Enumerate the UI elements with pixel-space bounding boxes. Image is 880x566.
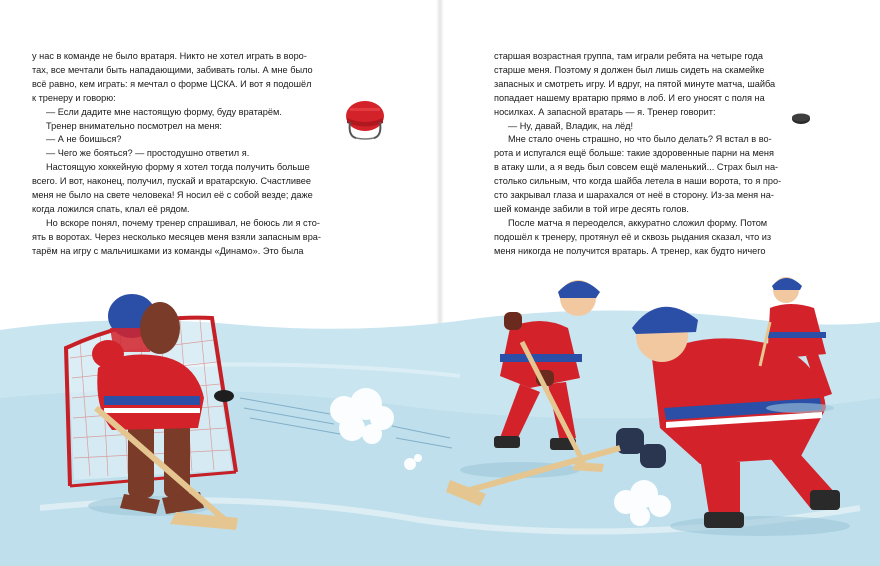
- paragraph: старшая возрастная группа, там играли ребята на четыре года старше меня. Поэтому я должен был лишь сидеть на скамейке запасных и смотреть игру. И вдруг, на пятой минуте матча, шайба попадает нашему вратарю прямо в лоб. И его уносят с поля на носилках. А запасной вратарь — я. Тренер говорит:: [494, 51, 776, 117]
- paragraph: После матча я переоделся, аккуратно сложил форму. Потом подошёл к тренеру, протянул её и сквозь рыдания сказал, что из меня никогда не получится вратарь. А тренер, как будто ничего: [494, 217, 772, 256]
- paragraph: Тренер внимательно посмотрел на меня:: [46, 120, 222, 131]
- paragraph: — Ну, давай, Владик, на лёд!: [508, 120, 634, 131]
- puck-vignette: [790, 112, 812, 126]
- left-page-text: [32, 50, 394, 259]
- paragraph: — Если дадите мне настоящую форму, буду вратарём.: [46, 106, 282, 117]
- paragraph: у нас в команде не было вратаря. Никто не хотел играть в воро- тах, все мечтали быть нападающими, забивать голы. А мне было всё равно, кем играть: я мечтал о форме ЦСКА. И вот я подошёл к тренеру и говорю:: [32, 51, 313, 103]
- paragraph: Но вскоре понял, почему тренер спрашивал, не боюсь ли я сто- ять в воротах. Через несколько месяцев меня взяли запасным вра- тарём на игру с мальчишками из команды «Динамо». Это была: [32, 217, 321, 256]
- paragraph: — А не боишься?: [46, 134, 122, 145]
- paragraph: Мне стало очень страшно, но что было делать? Я встал в во- рота и испугался ещё больше: такие здоровенные парни на меня в атаку шли, а я ведь был совсем ещё маленький... Страх был на- столько сильным, что когда шайба летела в наши ворота, то я про- сто закрывал глаза и шарахался от неё в сторону. Из-за меня на- шей команде забили в той игре десять голов.: [494, 134, 782, 214]
- paragraph: — Чего же бояться? — простодушно ответил я.: [46, 148, 250, 159]
- puck: [214, 390, 234, 402]
- paragraph: Настоящую хоккейную форму я хотел тогда получить больше всего. И вот, наконец, получил, пускай и вратарскую. Счастливее меня не было на свете человека! Я носил её с собой везде; даже когда ложился спать, клал её рядом.: [32, 162, 313, 214]
- hockey-illustration: [0, 258, 880, 566]
- helmet-vignette: [340, 96, 390, 142]
- right-page-text: [494, 50, 870, 259]
